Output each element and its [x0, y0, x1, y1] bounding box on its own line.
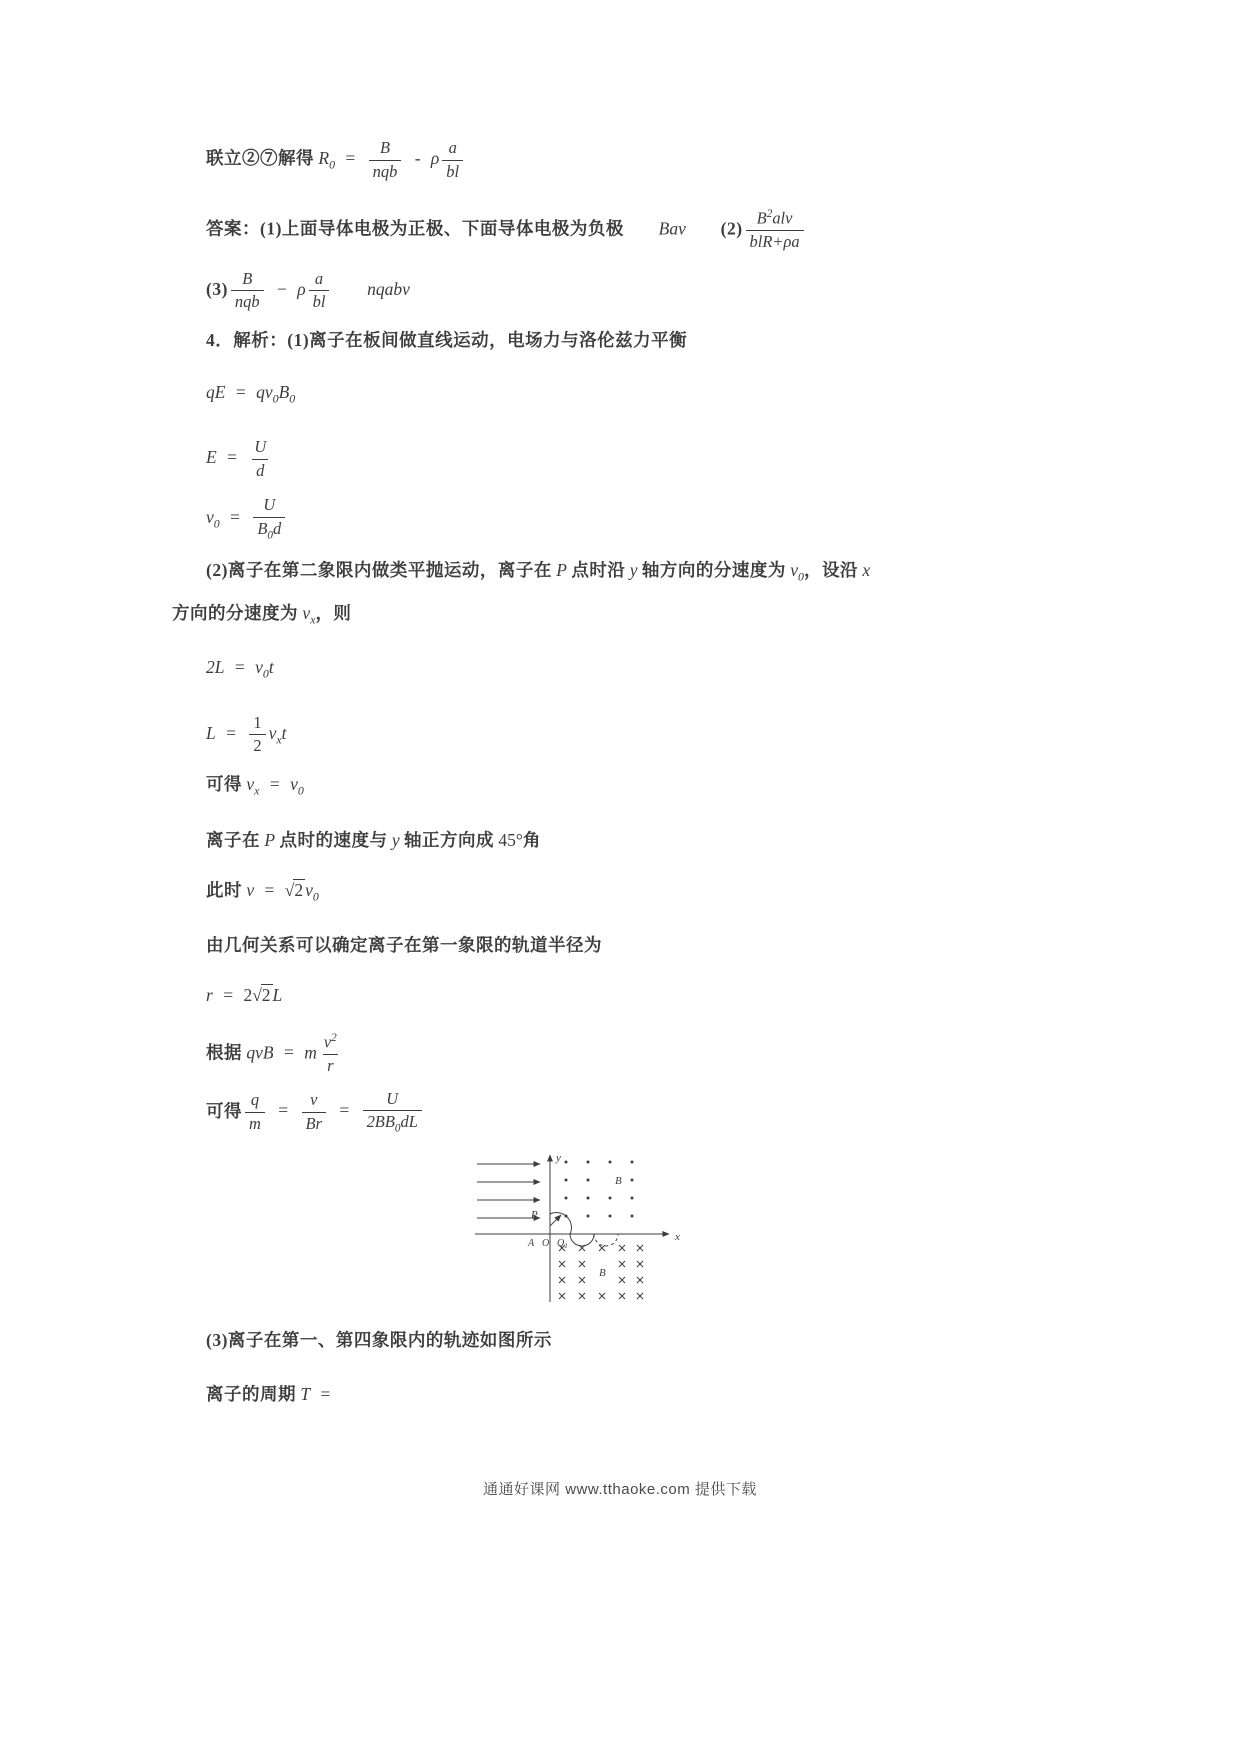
math-var: nqabv: [367, 278, 410, 299]
math-var: v: [206, 507, 214, 528]
radical-sign: √: [284, 880, 295, 901]
subscript: x: [276, 732, 282, 747]
math-var: qvB: [246, 1042, 274, 1063]
cjk-text: 点时的速度与: [279, 830, 388, 851]
cjk-text: 联立②⑦解得: [206, 148, 314, 169]
fraction: [249, 713, 265, 757]
math-var: v: [246, 880, 255, 901]
math-var: L: [272, 984, 283, 1005]
math-var: 2BB: [366, 1112, 395, 1132]
b-field-out-label: B: [615, 1175, 622, 1188]
item-number: (2): [720, 218, 743, 239]
math-var: P: [264, 830, 276, 851]
trajectory-semicircle-2: [594, 1234, 618, 1246]
equals-sign: =: [269, 773, 280, 794]
math-var: y: [629, 560, 638, 581]
fraction: [309, 269, 330, 313]
subscript: 0: [267, 529, 273, 542]
line-problem4-analysis: [172, 327, 1072, 353]
fraction: [302, 1090, 326, 1134]
cjk-text: 点时沿: [571, 560, 626, 581]
line-force-balance-eq: [172, 379, 1072, 412]
math-var: v: [305, 880, 313, 901]
page-content: [172, 138, 1072, 1407]
minus-sign: −: [276, 278, 287, 299]
line-l-eq: [172, 713, 1072, 757]
footer-text: 通通好课网 www.tthaoke.com 提供下载: [483, 1481, 757, 1498]
line-e-field-eq: [172, 437, 1072, 481]
math-var: y: [391, 830, 400, 851]
equals-sign: =: [230, 507, 240, 528]
fraction: [250, 437, 270, 481]
math-var: v: [268, 722, 277, 743]
point-q1-label: $Q_1$: [557, 1238, 568, 1251]
radicand: 2: [294, 880, 304, 901]
math-var: v: [790, 560, 799, 581]
denominator: 2: [249, 734, 265, 757]
math-var: d: [273, 519, 282, 539]
equals-sign: =: [234, 657, 245, 678]
subscript: 0: [394, 1122, 401, 1135]
denominator: [363, 1110, 422, 1136]
line-v0-eq: [172, 495, 1072, 543]
line-period-eq: [172, 1381, 1072, 1407]
denominator: bl: [442, 160, 463, 183]
line-part3-text: [172, 1327, 1072, 1353]
line-part2-text-b: [172, 600, 1072, 633]
line-newton-eq: [172, 1032, 1072, 1077]
cjk-text: 4．解析：(1)离子在板间做直线运动，电场力与洛伦兹力平衡: [206, 329, 688, 350]
numerator: U: [254, 437, 267, 457]
denominator: [253, 517, 285, 543]
physics-diagram: [472, 1148, 687, 1306]
coefficient: 2: [243, 984, 253, 1005]
item-number: (3): [206, 278, 228, 299]
line-angle-text: [172, 827, 1072, 853]
numerator: [753, 208, 797, 230]
math-var: alv: [772, 208, 793, 228]
fraction: [363, 1089, 422, 1137]
denominator: blR+ρa: [746, 230, 804, 253]
subscript: 0: [262, 666, 269, 681]
x-axis-label: x: [675, 1231, 680, 1244]
denominator: nqb: [231, 290, 264, 313]
subscript: x: [254, 783, 260, 798]
numerator: U: [386, 1088, 399, 1108]
square-root: [285, 880, 305, 900]
math-var: v: [255, 657, 263, 678]
line-vx-result: [172, 771, 1072, 804]
math-var: qv: [256, 381, 273, 402]
cjk-text: 方向的分速度为: [172, 602, 298, 623]
math-var: L: [206, 722, 216, 743]
math-var: ρ: [430, 148, 440, 169]
cjk-text: 可得: [206, 1100, 242, 1121]
numerator: B: [379, 138, 390, 157]
square-root: [252, 985, 272, 1005]
numerator: 1: [253, 712, 262, 732]
velocity-arrow-at-p: [550, 1215, 561, 1226]
equals-sign: =: [264, 880, 275, 901]
minus-sign: -: [414, 148, 421, 169]
y-axis-label: y: [556, 1152, 561, 1165]
line-radius-eq: [172, 982, 1072, 1008]
trajectory-figure: [472, 1148, 1072, 1313]
subscript: 0: [312, 889, 319, 904]
math-var: t: [268, 657, 274, 678]
math-var: v: [246, 773, 255, 794]
math-var: E: [206, 447, 217, 468]
fraction: [369, 138, 402, 182]
numerator: [320, 1032, 341, 1054]
equals-sign: =: [339, 1100, 350, 1121]
line-combined-eq: [172, 138, 1072, 182]
denominator: nqb: [369, 160, 402, 183]
math-var: r: [206, 984, 213, 1005]
trajectory-semicircle-1: [570, 1234, 594, 1246]
equals-sign: =: [227, 447, 237, 468]
b-field-out-dots: [565, 1161, 634, 1218]
cjk-text: 离子在: [206, 830, 260, 851]
math-var: T: [300, 1384, 311, 1405]
math-var: v: [302, 602, 311, 623]
subscript: 0: [289, 391, 296, 406]
denominator: bl: [309, 290, 330, 313]
math-var: qE: [206, 381, 226, 402]
line-answer: [172, 208, 1072, 253]
denominator: Br: [302, 1112, 326, 1135]
line-qm-ratio-eq: [172, 1089, 1072, 1137]
denominator: d: [252, 459, 268, 482]
equals-sign: =: [278, 1100, 289, 1121]
subscript: 0: [798, 569, 804, 584]
math-var: ρ: [297, 278, 306, 299]
fraction: [746, 208, 804, 253]
equals-sign: =: [283, 1042, 294, 1063]
line-answer-3: [172, 269, 1072, 313]
line-speed-eq: [172, 877, 1072, 910]
numerator: v: [310, 1090, 318, 1110]
math-var: 2L: [206, 657, 225, 678]
cjk-text: 由几何关系可以确定离子在第一象限的轨道半径为: [206, 934, 602, 955]
radical-sign: √: [252, 984, 262, 1005]
cjk-text: 轴正方向成: [403, 830, 494, 851]
cjk-text: 轴方向的分速度为: [641, 560, 786, 581]
math-var: m: [304, 1042, 317, 1063]
equals-sign: =: [345, 148, 356, 169]
numerator: B: [242, 268, 253, 288]
subscript: 0: [272, 391, 279, 406]
numerator: a: [314, 268, 324, 288]
denominator: m: [245, 1112, 265, 1135]
subscript: 0: [329, 157, 336, 172]
math-var: Bav: [658, 218, 686, 239]
equals-sign: =: [320, 1384, 331, 1405]
b-field-in-label: B: [599, 1267, 606, 1280]
cjk-text: 此时: [206, 880, 242, 901]
cjk-text: 离子的周期: [206, 1384, 296, 1405]
subscript: 0: [297, 783, 304, 798]
math-var: t: [281, 722, 287, 743]
math-var: x: [862, 560, 871, 581]
cjk-text: (3)离子在第一、第四象限内的轨迹如图所示: [206, 1330, 552, 1351]
subscript: x: [310, 612, 316, 627]
subscript: 0: [213, 516, 220, 531]
radicand: 2: [261, 984, 271, 1005]
cjk-text: 角: [522, 830, 541, 851]
fraction: [245, 1090, 265, 1134]
numerator: U: [263, 495, 276, 515]
fraction: [442, 138, 463, 182]
superscript: 2: [331, 1031, 337, 1044]
cjk-text: (2)离子在第二象限内做类平抛运动，离子在: [206, 560, 552, 581]
line-2l-eq: [172, 654, 1072, 687]
cjk-text: ，则: [315, 602, 352, 623]
line-part2-text-a: [172, 557, 1072, 590]
equals-sign: =: [226, 722, 236, 743]
fraction: [253, 495, 285, 543]
math-var: B: [257, 519, 268, 539]
cjk-text: ，设沿: [804, 560, 858, 581]
numerator: a: [448, 138, 457, 157]
cjk-text: 根据: [206, 1042, 242, 1063]
page-footer: [0, 1478, 1240, 1499]
math-var: R: [318, 148, 330, 169]
math-var: v: [323, 1032, 332, 1052]
math-var: dL: [400, 1112, 418, 1132]
point-a-label: A: [528, 1238, 535, 1250]
equals-sign: =: [235, 381, 246, 402]
denominator: r: [323, 1054, 337, 1077]
math-var: B: [278, 381, 290, 402]
cjk-text: 答案：(1)上面导体电极为正极、下面导体电极为负极: [206, 218, 624, 239]
angle-value: 45°: [498, 830, 523, 851]
point-p-label: P: [531, 1209, 538, 1222]
math-var: P: [556, 560, 567, 581]
superscript: 2: [766, 208, 773, 221]
numerator: q: [250, 1090, 260, 1110]
line-geometry-text: [172, 932, 1072, 958]
point-o-label: O: [542, 1238, 550, 1250]
math-var: B: [756, 208, 767, 228]
fraction: [320, 1032, 341, 1077]
equals-sign: =: [223, 984, 234, 1005]
fraction: [231, 269, 264, 313]
math-var: v: [290, 773, 298, 794]
cjk-text: 可得: [206, 773, 242, 794]
